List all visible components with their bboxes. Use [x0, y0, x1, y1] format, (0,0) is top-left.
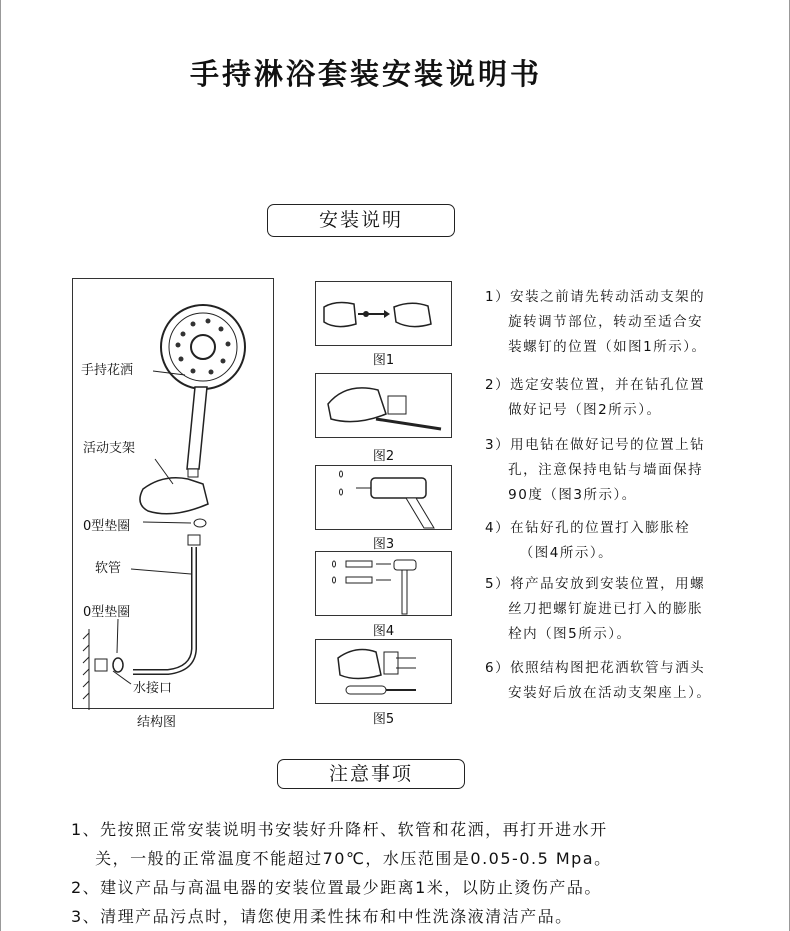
- figure-1: [315, 281, 452, 346]
- structure-diagram: [72, 278, 274, 709]
- page-title: 手持淋浴套装安装说明书: [189, 57, 542, 91]
- note-2: 2、建议产品与高温电器的安装位置最少距离1米，以防止烫伤产品。: [71, 878, 602, 897]
- shower-structure-drawing: [73, 279, 275, 710]
- label-o-ring-2: 0型垫圈: [83, 605, 131, 620]
- figure-3-caption: 图3: [372, 537, 395, 552]
- step-1: 1）安装之前请先转动活动支架的 旋转调节部位，转动至适合安 装螺钉的位置（如图1所示）。: [485, 289, 707, 355]
- figure-3: [315, 465, 452, 530]
- figure-2: [315, 373, 452, 438]
- step-2: 2）选定安装位置，并在钻孔位置 做好记号（图2所示）。: [485, 377, 706, 418]
- section-install-heading: 安装说明: [267, 204, 455, 237]
- label-bracket: 活动支架: [83, 441, 136, 456]
- step-3: 3）用电钻在做好记号的位置上钻 孔，注意保持电钻与墙面保持 90度（图3所示）。: [485, 437, 706, 503]
- figure-1-caption: 图1: [372, 353, 395, 368]
- step-6: 6）依照结构图把花洒软管与洒头 安装好后放在活动支架座上）。: [485, 660, 712, 701]
- label-handheld-shower: 手持花洒: [81, 363, 134, 378]
- figure-5: [315, 639, 452, 704]
- label-hose: 软管: [95, 561, 122, 576]
- label-o-ring-1: 0型垫圈: [83, 519, 131, 534]
- note-1-cont: 关，一般的正常温度不能超过70℃，水压范围是0.05-0.5 Mpa。: [71, 849, 612, 868]
- note-1: 1、先按照正常安装说明书安装好升降杆、软管和花洒，再打开进水开: [71, 820, 608, 839]
- figure-2-caption: 图2: [372, 449, 395, 464]
- section-notes-heading: 注意事项: [277, 759, 465, 789]
- note-3: 3、清理产品污点时，请您使用柔性抹布和中性洗涤液清洁产品。: [71, 907, 573, 926]
- notes-list: [71, 815, 612, 931]
- figure-4: [315, 551, 452, 616]
- step-5: 5）将产品安放到安装位置，用螺 丝刀把螺钉旋进已打入的膨胀 栓内（图5所示）。: [485, 576, 706, 642]
- label-water-inlet: 水接口: [133, 681, 173, 696]
- step-4: 4）在钻好孔的位置打入膨胀栓 （图4所示）。: [485, 520, 691, 561]
- structure-caption: 结构图: [137, 715, 177, 730]
- figure-4-caption: 图4: [372, 624, 395, 639]
- figure-5-caption: 图5: [372, 712, 395, 727]
